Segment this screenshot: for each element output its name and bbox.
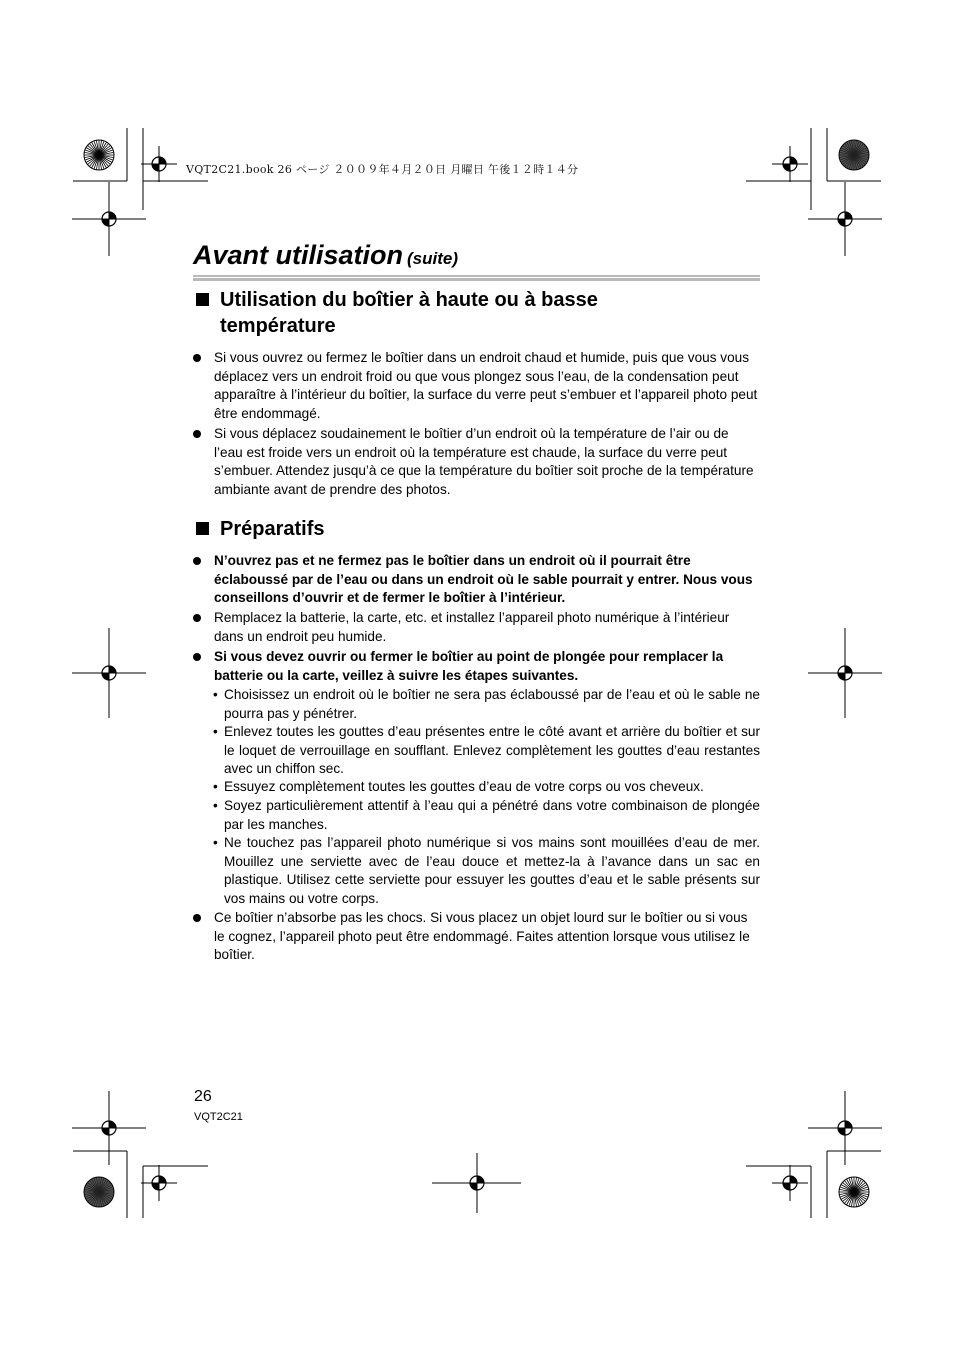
bullet-icon bbox=[193, 557, 201, 565]
sub-list-item-text: Choisissez un endroit où le boîtier ne sera pas éclaboussé par de l’eau et où le sable ne pourra pas y pénétrer. bbox=[224, 687, 760, 721]
list-item-text: Si vous devez ouvrir ou fermer le boîtier au point de plongée pour remplacer la batterie ou la carte, veillez à suivre les étapes suivantes. bbox=[214, 649, 724, 683]
registration-crosshair-icon bbox=[808, 182, 882, 256]
heading-text: Préparatifs bbox=[220, 518, 325, 540]
sub-list-item-text: Soyez particulièrement attentif à l’eau qui a pénétré dans votre combinaison de plongée par les manches. bbox=[224, 798, 760, 832]
registration-crosshair-icon bbox=[141, 146, 177, 182]
section-heading-preparatifs bbox=[196, 516, 325, 542]
title-suite: (suite) bbox=[407, 249, 459, 268]
bullet-icon bbox=[193, 614, 201, 622]
registration-crosshair-icon bbox=[808, 636, 882, 710]
bullet-icon bbox=[193, 653, 201, 661]
registration-crosshair-icon bbox=[447, 1153, 507, 1213]
list-item-text: Remplacez la batterie, la carte, etc. et installez l’appareil photo numérique à l’intérieur dans un endroit peu humide. bbox=[214, 610, 730, 644]
list-item-text: Si vous déplacez soudainement le boîtier d’un endroit où la température de l’air ou de l’eau est froide vers un endroit où la température est chaude, la surface du verre peut s’embuer. Attendez jusqu’à ce que la température du boîtier soit proche de la température ambiante avant de prendre des photos. bbox=[214, 426, 754, 497]
registration-crosshair-icon bbox=[808, 1091, 882, 1165]
bullet-icon bbox=[193, 914, 201, 922]
page-title bbox=[193, 240, 458, 271]
sub-list-item-text: Ne touchez pas l’appareil photo numérique si vos mains sont mouillées d’eau de mer. Mouillez une serviette avec de l’eau douce et mettez-la à l’avance dans un sac en plastique. Utilisez cette serviette pour essuyer les gouttes d’eau et le sable présents sur vos mains ou votre corps. bbox=[224, 835, 760, 906]
heading-line-1: Utilisation du boîtier à haute ou à basse bbox=[220, 289, 598, 311]
registration-starburst-icon bbox=[84, 140, 114, 170]
sub-bullet: • bbox=[213, 687, 218, 702]
page-number: 26 bbox=[194, 1088, 212, 1105]
title-underline bbox=[193, 275, 760, 281]
registration-crosshair-icon bbox=[772, 146, 808, 182]
registration-starburst-icon bbox=[84, 1177, 114, 1207]
print-job-info: VQT2C21.book 26 ページ ２００９年４月２０日 月曜日 午後１２時１４分 bbox=[186, 163, 579, 176]
sub-list-item bbox=[213, 686, 760, 723]
list-item-text: Ce boîtier n’absorbe pas les chocs. Si vous placez un objet lourd sur le boîtier ou si vous le cognez, l’appareil photo peut être endommagé. Faites attention lorsque vous utilisez le boîtier. bbox=[214, 910, 750, 963]
square-bullet-icon bbox=[196, 293, 209, 306]
list-item-text: N’ouvrez pas et ne fermez pas le boîtier dans un endroit où il pourrait être éclaboussé par de l’eau ou dans un endroit où le sable pourrait y entrer. Nous vous conseillons d’ouvrir et de fermer le boîtier à l’intérieur. bbox=[214, 553, 753, 606]
sub-list-item bbox=[213, 797, 760, 834]
registration-crosshair-icon bbox=[772, 1165, 808, 1201]
registration-starburst-icon bbox=[839, 1177, 869, 1207]
registration-starburst-icon bbox=[839, 140, 869, 170]
square-bullet-icon bbox=[196, 522, 209, 535]
list-item bbox=[193, 648, 759, 685]
sub-list-item bbox=[213, 723, 760, 779]
list-item bbox=[193, 349, 759, 423]
list-item-text: Si vous ouvrez ou fermez le boîtier dans un endroit chaud et humide, puis que vous vous déplacez vers un endroit froid ou que vous plongez sous l’eau, de la condensation peut apparaître à l’intérieur du boîtier, la surface du verre peut s’embuer et l’appareil photo peut être endommagé. bbox=[214, 350, 758, 421]
sub-list-item-text: Enlevez toutes les gouttes d’eau présentes entre le côté avant et arrière du boîtier et sur le loquet de verrouillage en soufflant. Enlevez complètement les gouttes d’eau restantes avec un chiffon sec. bbox=[224, 724, 760, 777]
sub-list-item bbox=[213, 834, 760, 908]
list-item bbox=[193, 425, 759, 499]
registration-crosshair-icon bbox=[141, 1165, 177, 1201]
registration-crosshair-icon bbox=[72, 1091, 146, 1165]
list-item bbox=[193, 552, 759, 608]
section-heading-temperature bbox=[196, 287, 598, 339]
document-code: VQT2C21 bbox=[194, 1111, 243, 1123]
sub-bullet: • bbox=[213, 779, 218, 794]
list-item bbox=[193, 909, 759, 965]
registration-crosshair-icon bbox=[72, 182, 146, 256]
bullet-icon bbox=[193, 430, 201, 438]
bullet-icon bbox=[193, 354, 201, 362]
sub-bullet: • bbox=[213, 835, 218, 850]
sub-bullet: • bbox=[213, 798, 218, 813]
sub-bullet: • bbox=[213, 724, 218, 739]
title-main: Avant utilisation bbox=[193, 240, 404, 270]
heading-line-2: température bbox=[220, 315, 336, 337]
registration-crosshair-icon bbox=[72, 636, 146, 710]
sub-list-item-text: Essuyez complètement toutes les gouttes d’eau de votre corps ou vos cheveux. bbox=[224, 779, 704, 794]
sub-list-item bbox=[213, 778, 760, 797]
list-item bbox=[193, 609, 759, 646]
